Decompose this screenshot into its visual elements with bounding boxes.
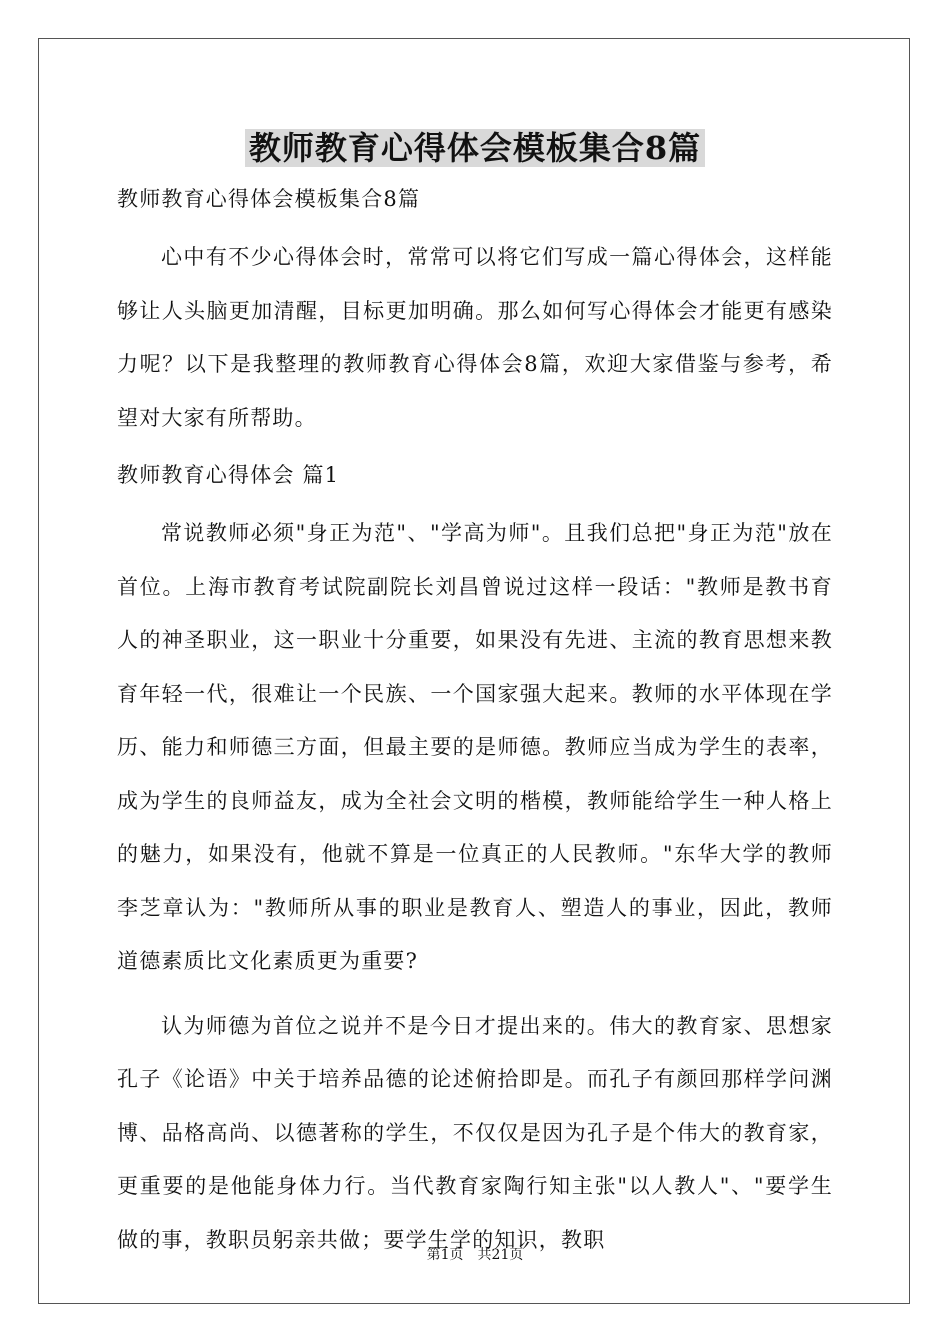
document-body	[117, 180, 833, 1278]
page-footer	[0, 1245, 950, 1265]
document-title	[0, 124, 950, 172]
page-number: 第1页	[426, 1247, 464, 1263]
document-subtitle: 教师教育心得体会模板集合8篇	[117, 187, 421, 211]
body-paragraph-2: 认为师德为首位之说并不是今日才提出来的。伟大的教育家、思想家孔子《论语》中关于培养品德的论述俯拾即是。而孔子有颜回那样学问渊博、品格高尚、以德著称的学生，不仅仅是因为孔子是个伟大的教育家，更重要的是他能身体力行。当代教育家陶行知主张"以人教人"、"要学生做的事，教职员躬亲共做；要学生学的知识，教职	[117, 1013, 833, 1252]
intro-paragraph: 心中有不少心得体会时，常常可以将它们写成一篇心得体会，这样能够让人头脑更加清醒，目标更加明确。那么如何写心得体会才能更有感染力呢？以下是我整理的教师教育心得体会8篇，欢迎大家借鉴与参考，希望对大家有所帮助。	[117, 245, 833, 430]
document-title-text: 教师教育心得体会模板集合8篇	[245, 129, 705, 167]
section-heading: 教师教育心得体会 篇1	[117, 463, 340, 487]
page-total: 共21页	[477, 1247, 524, 1263]
body-paragraph-1: 常说教师必须"身正为范"、"学高为师"。且我们总把"身正为范"放在首位。上海市教育考试院副院长刘昌曾说过这样一段话："教师是教书育人的神圣职业，这一职业十分重要，如果没有先进、主流的教育思想来教育年轻一代，很难让一个民族、一个国家强大起来。教师的水平体现在学历、能力和师德三方面，但最主要的是师德。教师应当成为学生的表率，成为学生的良师益友，成为全社会文明的楷模，教师能给学生一种人格上的魅力，如果没有，他就不算是一位真正的人民教师。"东华大学的教师李芝章认为："教师所从事的职业是教育人、塑造人的事业，因此，教师道德素质比文化素质更为重要?	[117, 521, 833, 973]
